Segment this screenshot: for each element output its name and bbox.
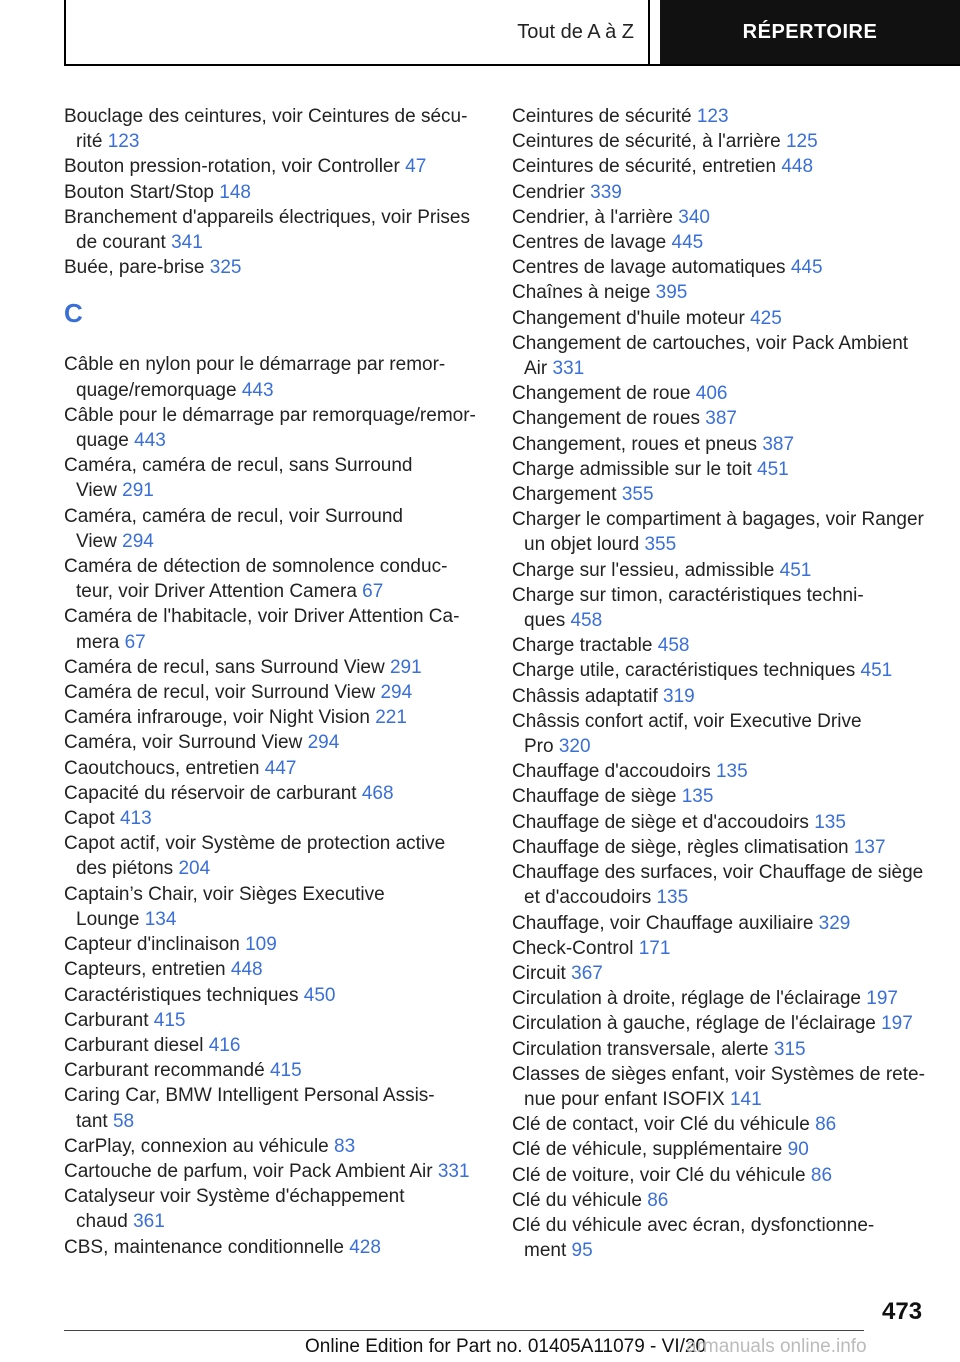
page-link[interactable]: 425: [750, 307, 782, 329]
index-entry: [512, 381, 932, 406]
page-link[interactable]: 415: [153, 1009, 186, 1031]
page-link[interactable]: 355: [621, 484, 654, 506]
entry-text: Caméra, voir Surround View: [64, 732, 303, 754]
page-link[interactable]: 451: [860, 660, 893, 682]
entry-text: quage/remorquage: [76, 379, 237, 401]
page-link[interactable]: 339: [590, 181, 622, 203]
index-entry: [64, 705, 484, 730]
entry-text: des piétons: [76, 858, 174, 880]
index-entry: [512, 860, 932, 910]
entry-text: Capteur d'inclinaison: [64, 934, 240, 956]
entry-text: Charge admissible sur le toit: [512, 458, 752, 480]
page-link[interactable]: 320: [558, 736, 591, 758]
index-entry: [64, 983, 484, 1008]
entry-text: Caméra de l'habitacle, voir Driver Attention Ca‐: [64, 606, 460, 628]
entry-text: Capot: [64, 808, 115, 830]
index-column-right: [512, 104, 932, 1263]
entry-text: Catalyseur voir Système d'échappement: [64, 1186, 405, 1208]
index-entry: [512, 1163, 932, 1188]
page-link[interactable]: 361: [133, 1211, 165, 1233]
entry-text: Charge utile, caractéristiques techniques: [512, 660, 856, 682]
entry-text: Chauffage, voir Chauffage auxiliaire: [512, 912, 814, 934]
page-link[interactable]: 416: [208, 1034, 241, 1056]
page-link[interactable]: 294: [307, 732, 340, 754]
page-link[interactable]: 331: [437, 1160, 470, 1182]
entry-text: Carburant recommandé: [64, 1060, 265, 1082]
page-link[interactable]: 451: [757, 458, 789, 480]
index-entry: [512, 583, 932, 633]
entry-text: Chauffage de siège: [512, 786, 677, 808]
entry-text: un objet lourd: [524, 534, 640, 556]
page-link[interactable]: 291: [389, 656, 422, 678]
index-entry: [64, 957, 484, 982]
page-link[interactable]: 86: [815, 1114, 837, 1136]
index-list-c-continued: [512, 104, 932, 1263]
entry-text: teur, voir Driver Attention Camera: [76, 581, 357, 603]
entry-text: Bouclage des ceintures, voir Ceintures de sécu‐: [64, 106, 468, 127]
page-link[interactable]: 367: [571, 962, 603, 984]
page-link[interactable]: 141: [729, 1088, 762, 1110]
page-link[interactable]: 468: [361, 782, 394, 804]
index-entry: [64, 453, 484, 503]
index-list-b: [64, 104, 484, 280]
page-number: 473: [882, 1298, 923, 1325]
index-entry: [512, 709, 932, 759]
page-link[interactable]: 395: [655, 282, 688, 304]
index-entry: [512, 633, 932, 658]
entry-text: Châssis adaptatif: [512, 685, 658, 707]
index-entry: [512, 759, 932, 784]
entry-text: Changement, roues et pneus: [512, 433, 758, 455]
index-entry: [64, 1184, 484, 1234]
entry-text: Buée, pare-brise: [64, 257, 205, 279]
page-link[interactable]: 221: [375, 707, 407, 729]
entry-text: chaud: [76, 1211, 128, 1233]
page-link[interactable]: 291: [122, 480, 154, 502]
index-entry: [64, 554, 484, 604]
index-entry: [64, 806, 484, 831]
entry-text: Cendrier, à l'arrière: [512, 206, 673, 228]
page-link[interactable]: 148: [219, 181, 251, 203]
index-entry: [512, 280, 932, 305]
entry-text: Chauffage d'accoudoirs: [512, 761, 711, 783]
page-link[interactable]: 134: [144, 908, 177, 930]
entry-text: Centres de lavage automatiques: [512, 257, 786, 279]
entry-text: Carburant: [64, 1009, 149, 1031]
entry-text: Changement de roue: [512, 383, 691, 405]
page-link[interactable]: 123: [107, 131, 140, 153]
page-link[interactable]: 197: [881, 1013, 913, 1035]
entry-text: Check-Control: [512, 937, 634, 959]
entry-text: Caméra, caméra de recul, sans Surround: [64, 455, 413, 477]
entry-text: Charge sur timon, caractéristiques techni‐: [512, 584, 864, 606]
index-list-c: [64, 352, 484, 1259]
index-entry: [64, 680, 484, 705]
entry-text: Changement de roues: [512, 408, 701, 430]
entry-text: Bouton pression-rotation, voir Controller: [64, 156, 400, 178]
entry-text: Capacité du réservoir de carburant: [64, 782, 357, 804]
page-link[interactable]: 443: [241, 379, 274, 401]
index-entry: [512, 684, 932, 709]
page-link[interactable]: 329: [818, 912, 851, 934]
page-link[interactable]: 458: [570, 610, 603, 632]
index-entry: [512, 255, 932, 280]
entry-text: Capteurs, entretien: [64, 959, 226, 981]
page-link[interactable]: 294: [380, 682, 413, 704]
entry-text: tant: [76, 1110, 108, 1132]
entry-text: Clé de contact, voir Clé du véhicule: [512, 1114, 810, 1136]
page-link[interactable]: 387: [762, 433, 795, 455]
index-entry: [64, 154, 484, 179]
entry-text: Circulation à gauche, réglage de l'éclairage: [512, 1013, 876, 1035]
entry-text: Caméra de détection de somnolence conduc‐: [64, 556, 448, 578]
entry-text: Classes de sièges enfant, voir Systèmes de rete‐: [512, 1063, 925, 1085]
header-tab-a-to-z[interactable]: [66, 0, 648, 64]
index-entry: [512, 129, 932, 154]
entry-text: Chargement: [512, 484, 617, 506]
entry-text: Cartouche de parfum, voir Pack Ambient Air: [64, 1160, 433, 1182]
entry-text: Chauffage de siège, règles climatisation: [512, 836, 849, 858]
page-link[interactable]: 447: [264, 757, 297, 779]
entry-text: et d'accoudoirs: [524, 887, 652, 909]
header-section-label: RÉPERTOIRE: [742, 20, 878, 43]
index-entry: [512, 986, 932, 1011]
index-entry: [512, 406, 932, 431]
page-link[interactable]: 458: [657, 635, 690, 657]
entry-text: de courant: [76, 232, 166, 254]
entry-text: Caméra de recul, voir Surround View: [64, 682, 376, 704]
index-entry: [64, 180, 484, 205]
entry-text: Caractéristiques techniques: [64, 984, 299, 1006]
page-link[interactable]: 67: [124, 631, 146, 653]
index-entry: [64, 882, 484, 932]
entry-text: Caméra, caméra de recul, voir Surround: [64, 505, 403, 527]
entry-text: Pro: [524, 736, 554, 758]
entry-text: Clé du véhicule: [512, 1189, 642, 1211]
index-entry: [512, 784, 932, 809]
index-entry: [64, 1033, 484, 1058]
entry-text: Centres de lavage: [512, 232, 667, 254]
page-link[interactable]: 135: [656, 887, 689, 909]
entry-text: Caméra de recul, sans Surround View: [64, 656, 385, 678]
index-entry: [512, 154, 932, 179]
page-link[interactable]: 448: [781, 156, 814, 178]
entry-text: quage: [76, 430, 129, 452]
page-link[interactable]: 109: [245, 934, 277, 956]
page-link[interactable]: 445: [671, 232, 704, 254]
entry-text: CarPlay, connexion au véhicule: [64, 1135, 329, 1157]
page-link[interactable]: 387: [705, 408, 737, 430]
index-entry: [512, 1011, 932, 1036]
page-link[interactable]: 135: [814, 811, 846, 833]
page-link[interactable]: 413: [119, 808, 152, 830]
page-link[interactable]: 340: [678, 206, 710, 228]
entry-text: Châssis confort actif, voir Executive Drive: [512, 710, 862, 732]
index-entry: [512, 482, 932, 507]
index-entry: [512, 457, 932, 482]
index-entry: [64, 504, 484, 554]
entry-text: Cendrier: [512, 181, 585, 203]
index-entry: [64, 205, 484, 255]
index-entry: [512, 306, 932, 331]
index-entry: [512, 180, 932, 205]
index-entry: [512, 810, 932, 835]
header-tab-label: Tout de A à Z: [517, 20, 634, 43]
index-entry: [64, 104, 484, 154]
entry-text: View: [76, 480, 117, 502]
page-link[interactable]: 319: [663, 685, 695, 707]
entry-text: ment: [524, 1240, 567, 1262]
index-entry: [64, 781, 484, 806]
entry-text: Ceintures de sécurité: [512, 106, 692, 127]
page-link[interactable]: 450: [303, 984, 336, 1006]
page-link[interactable]: 125: [785, 131, 818, 153]
entry-text: Charger le compartiment à bagages, voir Ranger: [512, 509, 924, 531]
page-link[interactable]: 331: [552, 358, 585, 380]
page-link[interactable]: 86: [810, 1164, 833, 1186]
entry-text: rité: [76, 131, 103, 153]
page-link[interactable]: 135: [715, 761, 748, 783]
index-entry: [64, 604, 484, 654]
index-entry: [64, 255, 484, 280]
entry-text: Caméra infrarouge, voir Night Vision: [64, 707, 370, 729]
index-entry: [64, 655, 484, 680]
index-entry: [512, 961, 932, 986]
page-link[interactable]: 90: [787, 1139, 809, 1161]
header-rule: [64, 64, 960, 66]
entry-text: nue pour enfant ISOFIX: [524, 1088, 725, 1110]
index-column-left: [64, 104, 484, 1260]
index-entry: [64, 352, 484, 402]
entry-text: Circulation transversale, alerte: [512, 1038, 769, 1060]
page-link[interactable]: 67: [362, 581, 384, 603]
entry-text: Air: [524, 358, 548, 380]
index-entry: [512, 1037, 932, 1062]
page-link[interactable]: 325: [209, 257, 242, 279]
entry-text: mera: [76, 631, 120, 653]
page-link[interactable]: 204: [178, 858, 211, 880]
page-link[interactable]: 171: [638, 937, 671, 959]
entry-text: Ceintures de sécurité, à l'arrière: [512, 131, 781, 153]
entry-text: Clé du véhicule avec écran, dysfonctionne‐: [512, 1214, 875, 1236]
page-link[interactable]: 137: [853, 836, 886, 858]
index-entry: [512, 205, 932, 230]
entry-text: Chauffage des surfaces, voir Chauffage de siège: [512, 862, 924, 884]
page-link[interactable]: 83: [334, 1135, 356, 1157]
section-letter: C: [64, 298, 83, 329]
entry-text: Câble en nylon pour le démarrage par remor‐: [64, 354, 446, 376]
entry-text: ques: [524, 610, 566, 632]
footer-edition: Online Edition for Part no. 01405A11079 - VI/20: [305, 1336, 707, 1357]
page-link[interactable]: 58: [112, 1110, 135, 1132]
page-link[interactable]: 443: [134, 430, 166, 452]
entry-text: Caoutchoucs, entretien: [64, 757, 260, 779]
index-entry: [512, 1137, 932, 1162]
entry-text: Changement d'huile moteur: [512, 307, 745, 329]
entry-text: Caring Car, BMW Intelligent Personal Assis‐: [64, 1085, 435, 1107]
page-link[interactable]: 47: [405, 156, 427, 178]
index-entry: [64, 1159, 484, 1184]
page-link[interactable]: 315: [773, 1038, 806, 1060]
entry-text: Branchement d'appareils électriques, voir Prises: [64, 206, 470, 228]
entry-text: Câble pour le démarrage par remorquage/remor‐: [64, 404, 476, 426]
page-link[interactable]: 135: [681, 786, 714, 808]
entry-text: Captain’s Chair, voir Sièges Executive: [64, 883, 385, 905]
index-entry: [512, 230, 932, 255]
entry-text: Ceintures de sécurité, entretien: [512, 156, 777, 178]
index-entry: [512, 104, 932, 129]
index-entry: [64, 756, 484, 781]
page-link[interactable]: 294: [122, 530, 154, 552]
index-entry: [64, 831, 484, 881]
index-entry: [512, 911, 932, 936]
index-entry: [512, 507, 932, 557]
entry-text: Circuit: [512, 962, 566, 984]
entry-text: Chauffage de siège et d'accoudoirs: [512, 811, 809, 833]
page-link[interactable]: 95: [571, 1240, 593, 1262]
header-section-repertoire[interactable]: [660, 0, 960, 64]
index-entry: [64, 932, 484, 957]
entry-text: CBS, maintenance conditionnelle: [64, 1236, 344, 1258]
entry-text: Carburant diesel: [64, 1034, 204, 1056]
index-entry: [64, 1134, 484, 1159]
index-entry: [512, 835, 932, 860]
page-link[interactable]: 448: [230, 959, 263, 981]
page-link[interactable]: 428: [349, 1236, 381, 1258]
index-entry: [512, 658, 932, 683]
entry-text: Bouton Start/Stop: [64, 181, 214, 203]
index-entry: [512, 1062, 932, 1112]
index-entry: [512, 1112, 932, 1137]
page-link[interactable]: 445: [790, 257, 823, 279]
entry-text: Charge tractable: [512, 635, 653, 657]
footer-watermark: armanuals online.info: [686, 1336, 867, 1357]
page-link[interactable]: 355: [644, 534, 677, 556]
index-entry: [512, 331, 932, 381]
entry-text: Lounge: [76, 908, 140, 930]
index-entry: [64, 730, 484, 755]
page-link[interactable]: 86: [647, 1189, 669, 1211]
entry-text: Chaînes à neige: [512, 282, 651, 304]
index-entry: [64, 1008, 484, 1033]
index-entry: [512, 558, 932, 583]
page-link[interactable]: 406: [695, 383, 728, 405]
index-entry: [512, 432, 932, 457]
index-entry: [512, 936, 932, 961]
index-entry: [512, 1213, 932, 1263]
footer-rule: [64, 1330, 864, 1331]
index-entry: [64, 403, 484, 453]
entry-text: Capot actif, voir Système de protection active: [64, 833, 446, 855]
page-link[interactable]: 123: [696, 106, 729, 127]
entry-text: Charge sur l'essieu, admissible: [512, 559, 775, 581]
entry-text: Changement de cartouches, voir Pack Ambient: [512, 332, 909, 354]
entry-text: View: [76, 530, 117, 552]
page-link[interactable]: 415: [269, 1060, 302, 1082]
page-link[interactable]: 341: [171, 232, 203, 254]
entry-text: Circulation à droite, réglage de l'éclairage: [512, 988, 861, 1010]
entry-text: Clé de voiture, voir Clé du véhicule: [512, 1164, 806, 1186]
header-tab-divider: [648, 0, 650, 66]
page-link[interactable]: 451: [779, 559, 812, 581]
index-entry: [64, 1083, 484, 1133]
entry-text: Clé de véhicule, supplémentaire: [512, 1139, 783, 1161]
index-entry: [64, 1058, 484, 1083]
index-entry: [512, 1188, 932, 1213]
index-entry: [64, 1235, 484, 1260]
page-link[interactable]: 197: [866, 988, 898, 1010]
